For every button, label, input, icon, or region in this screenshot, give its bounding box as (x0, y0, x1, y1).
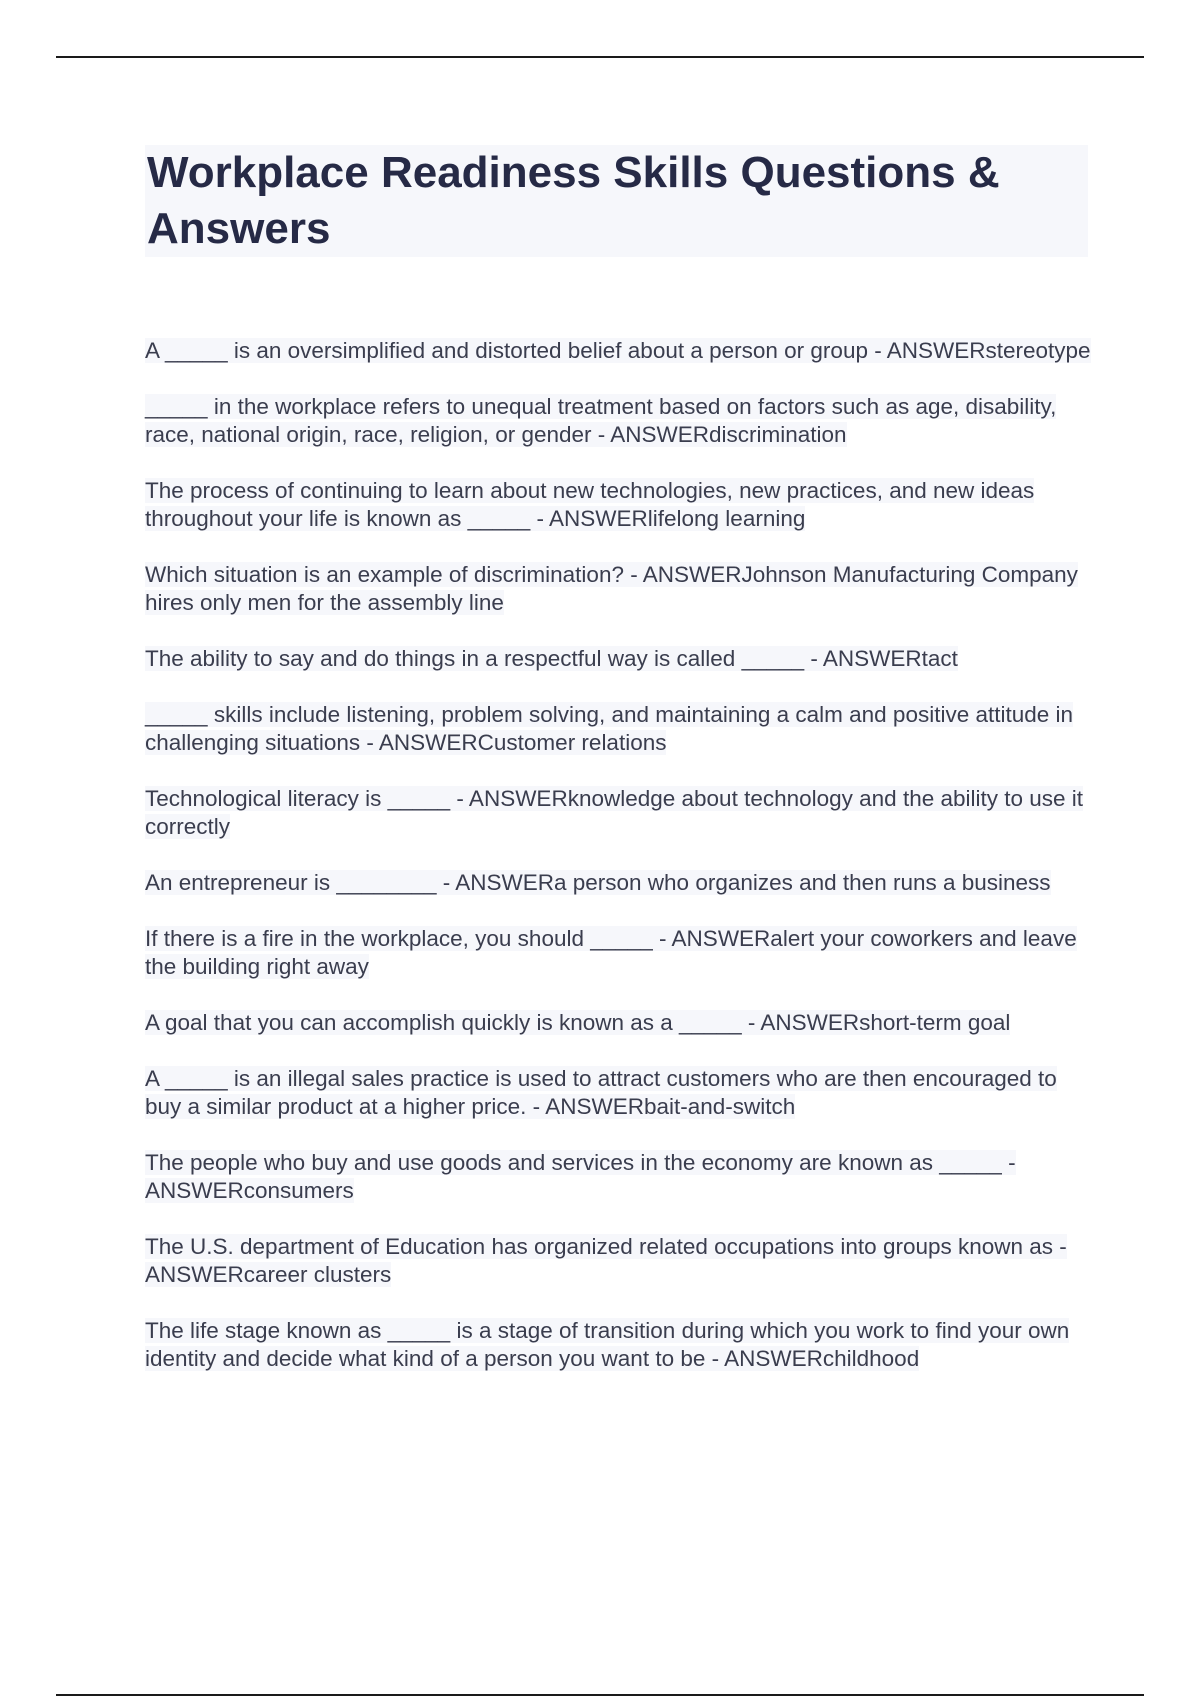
qa-item (145, 337, 1095, 365)
qa-item (145, 477, 1095, 533)
qa-item (145, 1317, 1095, 1373)
qa-text: _____ skills include listening, problem solving, and maintaining a calm and positive attitude in challenging situations - ANSWERCustomer relations (145, 702, 1074, 755)
qa-text: Technological literacy is _____ - ANSWERknowledge about technology and the ability to use it correctly (145, 786, 1084, 839)
qa-text: A goal that you can accomplish quickly is known as a _____ - ANSWERshort-term goal (145, 1010, 1011, 1035)
qa-item (145, 393, 1095, 449)
qa-text: Which situation is an example of discrimination? - ANSWERJohnson Manufacturing Company hires only men for the assembly line (145, 562, 1078, 615)
qa-item (145, 561, 1095, 617)
qa-text: _____ in the workplace refers to unequal treatment based on factors such as age, disability, race, national origin, race, religion, or gender - ANSWERdiscrimination (145, 394, 1057, 447)
qa-item (145, 701, 1095, 757)
title-block (145, 145, 1088, 257)
qa-item (145, 1065, 1095, 1121)
qa-text: The ability to say and do things in a respectful way is called _____ - ANSWERtact (145, 646, 958, 671)
page-title: Workplace Readiness Skills Questions & Answers (147, 148, 1000, 253)
qa-text: An entrepreneur is ________ - ANSWERa person who organizes and then runs a business (145, 870, 1051, 895)
qa-item (145, 1149, 1095, 1205)
qa-item (145, 1009, 1095, 1037)
qa-item (145, 1233, 1095, 1289)
qa-text: The U.S. department of Education has organized related occupations into groups known as - ANSWERcareer clusters (145, 1234, 1067, 1287)
footer-rule (56, 1694, 1144, 1696)
qa-text: A _____ is an oversimplified and distorted belief about a person or group - ANSWERstereotype (145, 338, 1091, 363)
qa-text: The life stage known as _____ is a stage of transition during which you work to find your own identity and decide what kind of a person you want to be - ANSWERchildhood (145, 1318, 1070, 1371)
qa-text: The process of continuing to learn about new technologies, new practices, and new ideas throughout your life is known as _____ - ANSWERlifelong learning (145, 478, 1035, 531)
header-rule (56, 56, 1144, 58)
qa-item (145, 869, 1095, 897)
qa-text: The people who buy and use goods and services in the economy are known as _____ - ANSWERconsumers (145, 1150, 1016, 1203)
qa-item (145, 785, 1095, 841)
qa-list (145, 337, 1095, 1401)
qa-text: A _____ is an illegal sales practice is used to attract customers who are then encouraged to buy a similar product at a higher price. - ANSWERbait-and-switch (145, 1066, 1057, 1119)
qa-item (145, 645, 1095, 673)
qa-text: If there is a fire in the workplace, you should _____ - ANSWERalert your coworkers and leave the building right away (145, 926, 1077, 979)
qa-item (145, 925, 1095, 981)
